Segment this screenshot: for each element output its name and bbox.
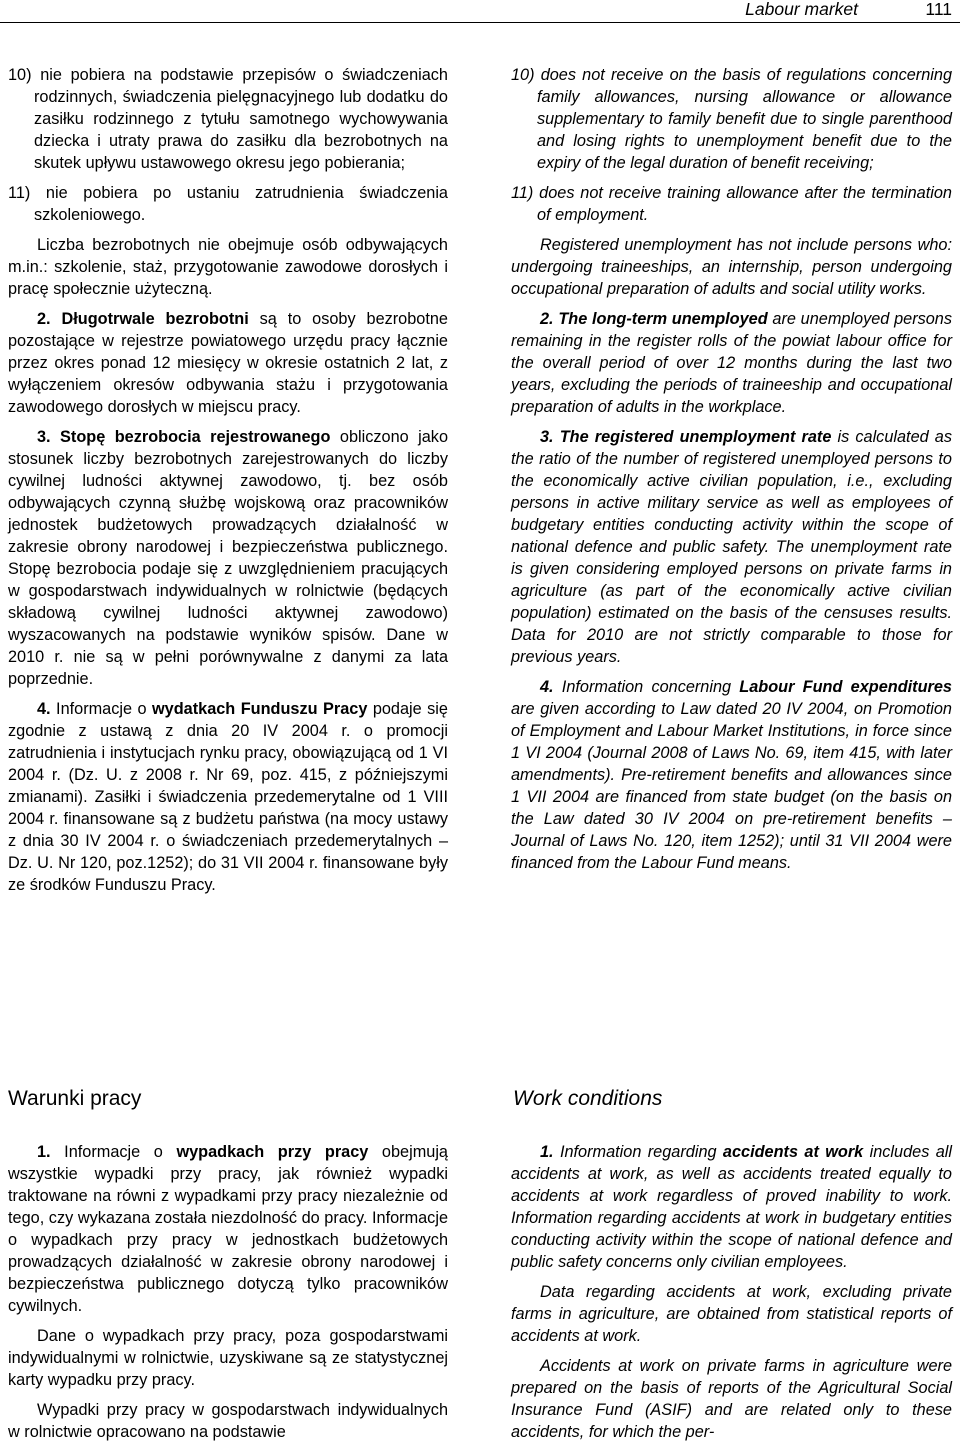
en-wc-p1-pre: Information regarding (553, 1143, 723, 1161)
en-wc-p1-text: includes all accidents at work, as well as accidents treated equally to accidents at work regardless of proved inability to work. Information regarding accidents at work in budgetary entities conducting activity within the scope of national defence and public safety concerns only civilian employees. (511, 1143, 952, 1271)
english-column (511, 64, 952, 882)
en-item-11: 11) does not receive training allowance after the termination of employment. (511, 184, 952, 224)
page-header (0, 0, 960, 24)
pl-note: Liczba bezrobotnych nie obejmuje osób odbywających m.in.: szkolenie, staż, przygotowanie zawodowe dorosłych i pracę społecznie użyteczną. (8, 236, 448, 298)
en-p3-text: is calculated as the ratio of the number of registered unemployed persons to the economically active civilian population, i.e., excluding persons in active military service as well as employees of budgetary entities conducting activity within the scope of national defence and public safety. The unemployment rate is given considering employed persons on private farms in agriculture (as part of the economically active civilian population) estimated on the basis of the censuses results. Data for 2010 are not strictly comparable to those for previous years. (511, 428, 952, 666)
section-title-en: Work conditions (513, 1087, 663, 1110)
running-title: Labour market (745, 0, 858, 19)
english-work-conditions-column (511, 1141, 952, 1451)
en-wc-paragraph-2: Data regarding accidents at work, excluding private farms in agriculture, are obtained from statistical reports of accidents at work. (511, 1283, 952, 1345)
en-p4-text: are given according to Law dated 20 IV 2004, on Promotion of Employment and Labour Market Institutions, in force since 1 VI 2004 (Journal 2008 of Laws No. 69, item 415, with later amendments). Pre-retirement benefits and allowances since 1 VII 2004 are financed from state budget (on the basis on the Law dated 30 IV 2004 on pre-retirement benefits – Journal of Laws No. 120, item 1252); until 31 VII 2004 were financed from the Labour Fund means. (511, 700, 952, 872)
pl-wc-paragraph-1 (8, 1141, 448, 1317)
pl-paragraph-2 (8, 308, 448, 418)
en-p3-number: 3. (540, 428, 554, 446)
en-note: Registered unemployment has not include persons who: undergoing traineeships, an internship, person undergoing occupational preparation of adults and social utility works. (511, 236, 952, 298)
pl-p4-pre: Informacje o (50, 700, 152, 718)
en-p2-text: are unemployed persons remaining in the register rolls of the powiat labour office for the overall period of over 12 months during the last two years, excluding the periods of traineeship and occupational preparation of adults in the workplace. (511, 310, 953, 416)
pl-p4-term: wydatkach Funduszu Pracy (152, 700, 368, 718)
pl-p2-text: są to osoby bezrobotne pozostające w rejestrze powiatowego urzędu pracy łącznie przez okres ponad 12 miesięcy w okresie ostatnich 2 lat, z wyłączeniem okresów odbywania stażu i przygotowania zawodowego dorosłych w miejscu pracy. (8, 310, 448, 416)
en-p2-term: The long-term unemployed (558, 310, 768, 328)
en-wc-p1-number: 1. (540, 1143, 554, 1161)
pl-p3-text: obliczono jako stosunek liczby bezrobotnych zarejestrowanych do liczby cywilnej ludności aktywnej zawodowo, tj. bez osób odbywających czynną służbę wojskową oraz pracowników jednostek budżetowych prowadzących działalność w zakresie obrony narodowej i bezpieczeństwa publicznego. Stopę bezrobocia podaje się z uwzględnieniem pracujących w gospodarstwach indywidualnych w rolnictwie (będących składową cywilnej ludności aktywnej zawodowo) wyszacowanych na podstawie wyników spisów. Dane w 2010 r. nie są w pełni porównywalne z danymi za lata poprzednie. (8, 428, 448, 688)
pl-wc-p1-number: 1. (37, 1143, 51, 1161)
header-rule (0, 22, 960, 23)
en-wc-p1-term: accidents at work (722, 1143, 864, 1161)
en-wc-paragraph-1 (511, 1141, 952, 1273)
pl-wc-p1-term: wypadkach przy pracy (176, 1143, 369, 1161)
en-wc-paragraph-3: Accidents at work on private farms in agriculture were prepared on the basis of reports of the Agricultural Social Insurance Fund (ASIF) and are related only to these accidents, for which the per- (511, 1357, 952, 1441)
en-paragraph-4 (511, 676, 952, 874)
pl-wc-paragraph-3: Wypadki przy pracy w gospodarstwach indywidualnych w rolnictwie opracowano na podstawie (8, 1401, 448, 1441)
en-item-10: 10) does not receive on the basis of regulations concerning family allowances, nursing allowance or allowance supplementary to family benefit due to single parenthood and losing rights to unemployment benefit due to the expiry of the legal duration of benefit receiving; (511, 66, 952, 172)
en-p4-number: 4. (540, 678, 554, 696)
en-p4-pre: Information concerning (553, 678, 740, 696)
pl-wc-paragraph-2: Dane o wypadkach przy pracy, poza gospodarstwami indywidualnymi w rolnictwie, uzyskiwane są ze statystycznej karty wypadku przy pracy. (8, 1327, 448, 1389)
polish-column (8, 64, 448, 904)
pl-p4-number: 4. (37, 700, 51, 718)
en-p2-number: 2. (540, 310, 554, 328)
pl-p2-number: 2. (37, 310, 51, 328)
pl-p3-number: 3. (37, 428, 51, 446)
pl-paragraph-4 (8, 698, 448, 896)
pl-wc-p1-pre: Informacje o (50, 1143, 177, 1161)
pl-item-10: 10) nie pobiera na podstawie przepisów o świadczeniach rodzinnych, świadczenia pielęgnacyjnego lub dodatku do zasiłku rodzinnego z tytułu samotnego wychowywania dziecka i utraty prawa do zasiłku dla bezrobotnych na skutek upływu ustawowego okresu jego pobierania; (8, 66, 448, 172)
en-p3-term: The registered unemployment rate (559, 428, 832, 446)
pl-wc-p1-text: obejmują wszystkie wypadki przy pracy, jak również wypadki traktowane na równi z wypadkami przy pracy niezależnie od tego, czy wykazana została niezdolność do pracy. Informacje o wypadkach przy pracy w jednostkach budżetowych prowadzących działalność w zakresie obrony narodowej i bezpieczeństwa publicznego dotyczą tylko pracowników cywilnych. (8, 1143, 448, 1315)
polish-work-conditions-column (8, 1141, 448, 1451)
en-paragraph-3 (511, 426, 952, 668)
pl-paragraph-3 (8, 426, 448, 690)
section-title-pl: Warunki pracy (8, 1087, 142, 1110)
pl-item-11: 11) nie pobiera po ustaniu zatrudnienia świadczenia szkoleniowego. (8, 184, 448, 224)
page-number: 111 (925, 0, 952, 19)
en-paragraph-2 (511, 308, 952, 418)
pl-p3-term: Stopę bezrobocia rejestrowanego (60, 428, 331, 446)
pl-p2-term: Długotrwale bezrobotni (61, 310, 249, 328)
pl-p4-text: podaje się zgodnie z ustawą z dnia 20 IV 2004 r. o promocji zatrudnienia i instytucjach rynku pracy, obowiązującą od 1 VI 2004 r. (Dz. U. z 2008 r. Nr 69, poz. 415, z późniejszymi zmianami). Zasiłki i świadczenia przedemerytalne od 1 VIII 2004 r. finansowane są z budżetu państwa (na mocy ustawy z dnia 30 IV 2004 r. o świadczeniach przedemerytalnych – Dz. U. Nr 120, poz.1252); do 31 VII 2004 r. finansowane były ze środków Funduszu Pracy. (8, 700, 448, 894)
en-p4-term: Labour Fund expenditures (739, 678, 952, 696)
